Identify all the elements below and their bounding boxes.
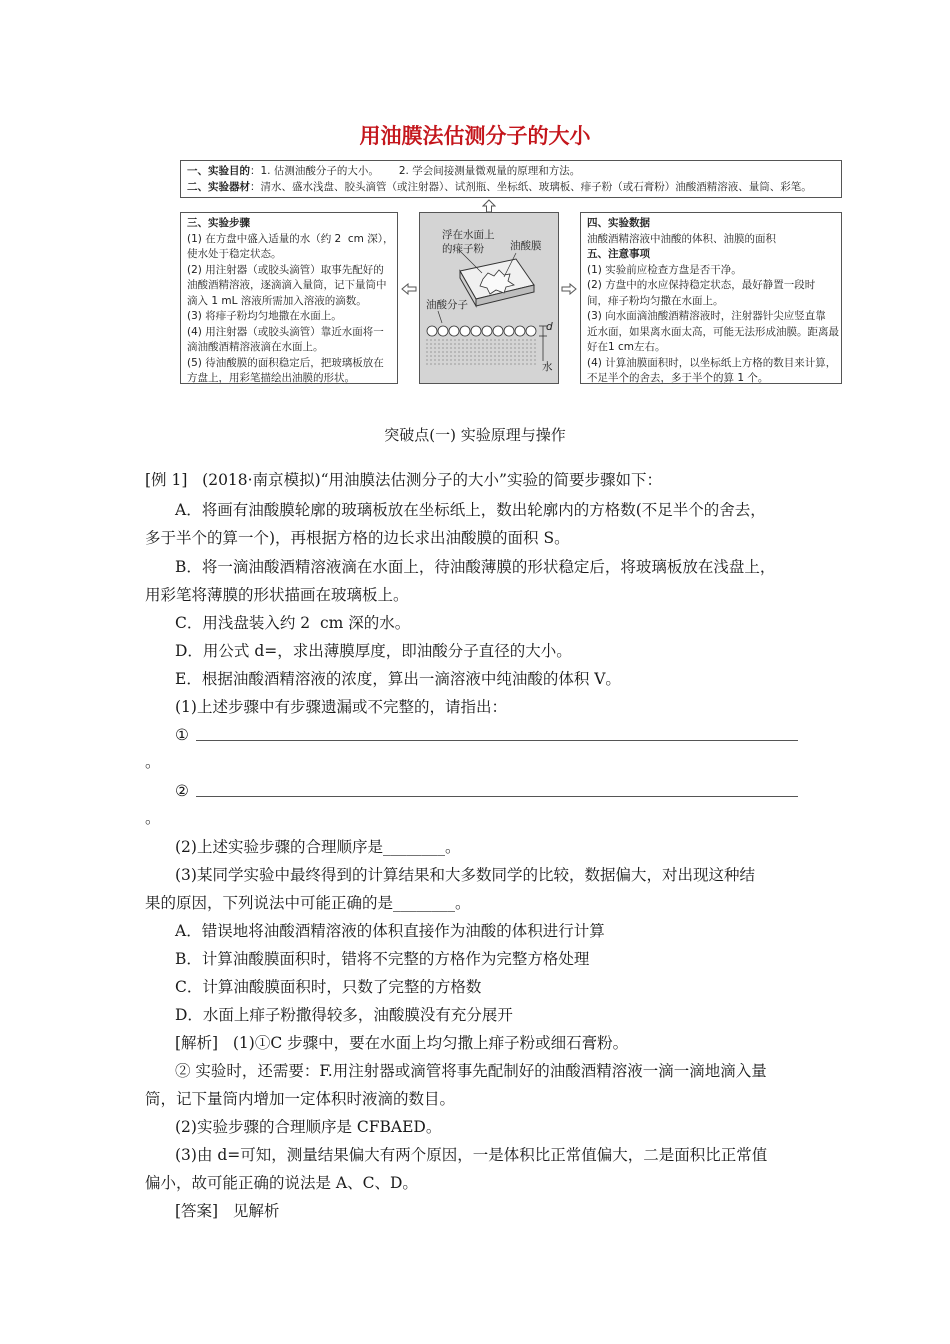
step-line: 滴入 1 mL 溶液所需加入溶液的滴数。 (187, 294, 367, 307)
step-d-line: D．用公式 d=，求出薄膜厚度，即油酸分子直径的大小。 (175, 642, 572, 660)
powder-label-2: 的痱子粉 (442, 243, 484, 255)
note-line: 好在1 cm左右。 (587, 341, 666, 353)
answer-line: [答案] 见解析 (175, 1202, 280, 1220)
step-line: 使水处于稳定状态。 (187, 248, 282, 260)
step-line: (1) 在方盘中盛入适量的水（约 2 cm 深）， (187, 232, 394, 245)
note-line: 间，痱子粉均匀撒在水面上。 (587, 294, 724, 307)
notes-heading: 五、注意事项 (587, 248, 650, 260)
question-1: (1)上述步骤中有步骤遗漏或不完整的，请指出： (175, 698, 507, 716)
option-c: C．计算油酸膜面积时，只数了完整的方格数 (175, 978, 482, 996)
blank-period-2: 。 (145, 809, 161, 827)
step-b-line-1: B．将一滴油酸酒精溶液滴在水面上，待油酸薄膜的形状稳定后，将玻璃板放在浅盘上， (175, 558, 776, 576)
step-line: (2) 用注射器（或胶头滴管）取事先配好的 (187, 263, 384, 276)
left-arrow-icon (401, 283, 417, 295)
note-line: 近水面，如果离水面太高，可能无法形成油膜。距离最 (587, 325, 839, 338)
step-b-line-2: 用彩笔将薄膜的形状描画在玻璃板上。 (145, 586, 409, 604)
note-line: 不足半个的舍去，多于半个的算 1 个。 (587, 372, 769, 384)
molecule-label: 油酸分子 (426, 299, 468, 311)
example-heading: [例 1] (2018·南京模拟)“用油膜法估测分子的大小”实验的简要步骤如下： (145, 471, 662, 489)
steps-box (180, 212, 398, 384)
right-arrow-icon (561, 283, 577, 295)
note-line: (1) 实验前应检查方盘是否干净。 (587, 263, 742, 276)
analysis-line-1: [解析] (1)①C 步骤中，要在水面上均匀撒上痱子粉或细石膏粉。 (175, 1034, 629, 1052)
question-3-line-2: 果的原因，下列说法中可能正确的是________。 (145, 894, 471, 912)
step-line: (4) 用注射器（或胶头滴管）靠近水面将一 (187, 325, 384, 338)
purpose-text: ：1. 估测油酸分子的大小。 2. 学会间接测量微观量的原理和方法。 (250, 165, 581, 177)
analysis-line-2: ② 实验时，还需要：F.用注射器或滴管将事先配制好的油酸酒精溶液一滴一滴地滴入量 (175, 1062, 767, 1080)
note-line: (4) 计算油膜面积时，以坐标纸上方格的数目来计算， (587, 356, 837, 369)
powder-label-1: 浮在水面上 (442, 229, 495, 241)
step-line: 滴油酸酒精溶液滴在水面上。 (187, 341, 324, 353)
answer-blank-line-1 (196, 740, 798, 741)
step-line: (3) 将痱子粉均匀地撒在水面上。 (187, 310, 342, 322)
apparatus-illustration (419, 212, 559, 384)
blank-period-1: 。 (145, 753, 161, 771)
analysis-line-6: 偏小，故可能正确的说法是 A、C、D。 (145, 1174, 418, 1192)
question-3-line-1: (3)某同学实验中最终得到的计算结果和大多数同学的比较，数据偏大，对出现这种结 (175, 866, 755, 884)
page-title: 用油膜法估测分子的大小 (359, 124, 591, 148)
option-a: A．错误地将油酸酒精溶液的体积直接作为油酸的体积进行计算 (175, 922, 605, 940)
up-arrow-icon (482, 199, 496, 213)
oil-film-label: 油酸膜 (510, 240, 542, 252)
option-b: B．计算油酸膜面积时，错将不完整的方格作为完整方格处理 (175, 950, 590, 968)
note-line: (3) 向水面滴油酸酒精溶液时，注射器针尖应竖直靠 (587, 310, 826, 322)
question-2: (2)上述实验步骤的合理顺序是________。 (175, 838, 461, 856)
purpose-heading: 一、实验目的 (187, 165, 250, 177)
note-line: (2) 方盘中的水应保持稳定状态，最好静置一段时 (587, 279, 816, 291)
step-line: 方盘上，用彩笔描绘出油膜的形状。 (187, 372, 355, 384)
analysis-line-3: 筒，记下量筒内增加一定体积时液滴的数目。 (145, 1090, 456, 1108)
equipment-text: ：清水、盛水浅盘、胶头滴管（或注射器）、试剂瓶、坐标纸、玻璃板、痱子粉（或石膏粉）油酸酒精溶液、量筒、彩笔。 (250, 180, 812, 193)
step-a-line-1: A．将画有油酸膜轮廓的玻璃板放在坐标纸上，数出轮廓内的方格数(不足半个的舍去， (175, 501, 766, 519)
blank-label-2: ② (175, 782, 189, 800)
step-c-line: C．用浅盘装入约 2 cm 深的水。 (175, 614, 411, 632)
thickness-label: d (546, 321, 553, 333)
data-heading: 四、实验数据 (587, 217, 650, 229)
option-d: D．水面上痱子粉撒得较多，油酸膜没有充分展开 (175, 1006, 513, 1024)
answer-blank-line-2 (196, 796, 798, 797)
equipment-heading: 二、实验器材 (187, 180, 250, 193)
data-line: 油酸酒精溶液中油酸的体积、油膜的面积 (587, 232, 776, 245)
step-a-line-2: 多于半个的算一个)，再根据方格的边长求出油酸膜的面积 S。 (145, 529, 570, 547)
blank-label-1: ① (175, 726, 189, 744)
analysis-line-5: (3)由 d=可知，测量结果偏大有两个原因，一是体积比正常值偏大，二是面积比正常值 (175, 1146, 768, 1164)
data-and-notes-box (580, 212, 842, 384)
step-line: (5) 待油酸膜的面积稳定后，把玻璃板放在 (187, 356, 384, 369)
water-label: 水 (542, 361, 553, 373)
step-e-line: E．根据油酸酒精溶液的浓度，算出一滴溶液中纯油酸的体积 V。 (175, 670, 621, 688)
steps-heading: 三、实验步骤 (187, 217, 250, 229)
step-line: 油酸酒精溶液，逐滴滴入量筒，记下量筒中 (187, 279, 387, 291)
experiment-overview-box (180, 160, 842, 198)
section-title: 突破点(一) 实验原理与操作 (384, 426, 566, 444)
analysis-line-4: (2)实验步骤的合理顺序是 CFBAED。 (175, 1118, 442, 1136)
